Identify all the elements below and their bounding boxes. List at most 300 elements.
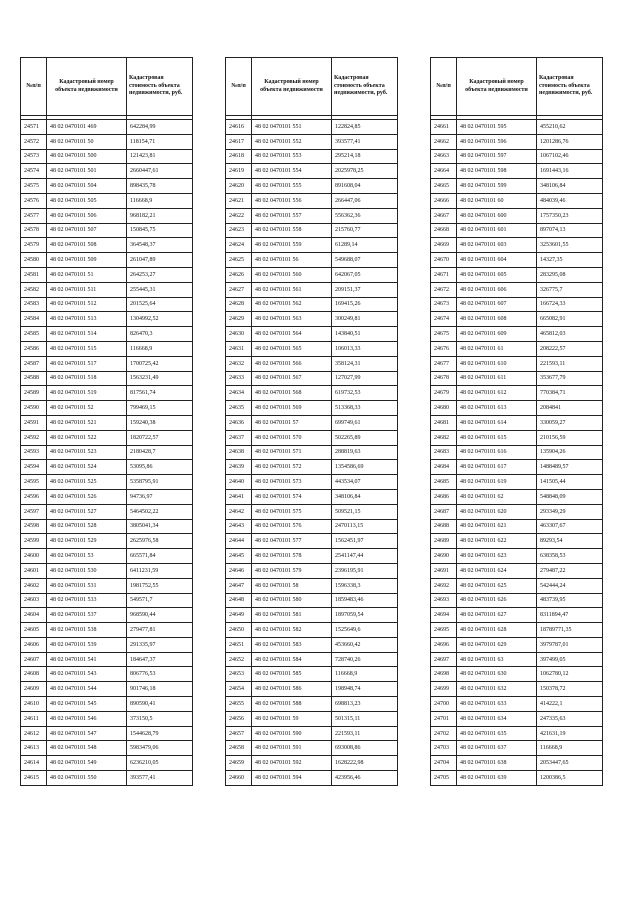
table-row — [226, 549, 398, 564]
row-number: 24593 — [21, 445, 47, 460]
row-number: 24642 — [226, 504, 252, 519]
cadastral-number: 48 02 0470101 598 — [457, 164, 537, 179]
cadastral-cost: 421631,19 — [537, 726, 603, 741]
cadastral-cost: 638358,53 — [537, 549, 603, 564]
row-number: 24595 — [21, 475, 47, 490]
cadastral-cost: 159240,38 — [127, 415, 193, 430]
table-row — [226, 208, 398, 223]
row-number: 24674 — [431, 312, 457, 327]
table-row — [226, 253, 398, 268]
row-number: 24675 — [431, 327, 457, 342]
table-row — [431, 238, 603, 253]
table-row — [226, 134, 398, 149]
row-number: 24686 — [431, 489, 457, 504]
cadastral-cost: 221593,11 — [332, 726, 398, 741]
table-row — [431, 563, 603, 578]
row-number: 24612 — [21, 726, 47, 741]
table-row — [226, 193, 398, 208]
table-row — [431, 741, 603, 756]
row-number: 24609 — [21, 682, 47, 697]
cadastral-cost: 121423,81 — [127, 149, 193, 164]
cadastral-number: 48 02 0470101 575 — [252, 504, 332, 519]
row-number: 24657 — [226, 726, 252, 741]
table-body — [21, 116, 193, 786]
row-number: 24619 — [226, 164, 252, 179]
table-row — [431, 711, 603, 726]
row-number: 24654 — [226, 682, 252, 697]
table-row — [21, 253, 193, 268]
table-header — [21, 58, 193, 116]
table-row — [226, 756, 398, 771]
table-row — [431, 386, 603, 401]
row-number: 24608 — [21, 667, 47, 682]
table-row — [21, 460, 193, 475]
table-row — [431, 578, 603, 593]
cadastral-number: 48 02 0470101 569 — [252, 401, 332, 416]
table-row — [21, 652, 193, 667]
cadastral-cost: 898435,78 — [127, 179, 193, 194]
cadastral-cost: 169415,26 — [332, 297, 398, 312]
cadastral-number: 48 02 0470101 605 — [457, 267, 537, 282]
cadastral-number: 48 02 0470101 512 — [47, 297, 127, 312]
cadastral-number: 48 02 0470101 582 — [252, 623, 332, 638]
table-row — [226, 223, 398, 238]
cadastral-number: 48 02 0470101 604 — [457, 253, 537, 268]
cadastral-number: 48 02 0470101 551 — [252, 120, 332, 135]
cadastral-cost: 2625976,58 — [127, 534, 193, 549]
cadastral-cost: 1062780,12 — [537, 667, 603, 682]
cadastral-number: 48 02 0470101 527 — [47, 504, 127, 519]
row-number: 24676 — [431, 341, 457, 356]
table-row — [226, 149, 398, 164]
cadastral-number: 48 02 0470101 514 — [47, 327, 127, 342]
cadastral-number: 48 02 0470101 620 — [457, 504, 537, 519]
cadastral-number: 48 02 0470101 572 — [252, 460, 332, 475]
header-num: №п/п — [21, 58, 47, 116]
row-number: 24698 — [431, 667, 457, 682]
row-number: 24680 — [431, 401, 457, 416]
row-number: 24615 — [21, 771, 47, 786]
table-row — [431, 756, 603, 771]
cadastral-number: 48 02 0470101 621 — [457, 519, 537, 534]
cadastral-cost: 300249,81 — [332, 312, 398, 327]
cadastral-cost: 826470,3 — [127, 327, 193, 342]
cadastral-number: 48 02 0470101 50 — [47, 134, 127, 149]
table-row — [21, 741, 193, 756]
row-number: 24660 — [226, 771, 252, 786]
table-row — [226, 120, 398, 135]
cadastral-cost: 549688,07 — [332, 253, 398, 268]
cadastral-number: 48 02 0470101 609 — [457, 327, 537, 342]
row-number: 24693 — [431, 593, 457, 608]
table-row — [226, 297, 398, 312]
cadastral-number: 48 02 0470101 574 — [252, 489, 332, 504]
table-row — [226, 356, 398, 371]
row-number: 24682 — [431, 430, 457, 445]
cadastral-cost: 116668,9 — [127, 341, 193, 356]
cadastral-cost: 18789771,35 — [537, 623, 603, 638]
table-row — [226, 282, 398, 297]
cadastral-number: 48 02 0470101 564 — [252, 327, 332, 342]
table-row — [431, 267, 603, 282]
table-row — [226, 652, 398, 667]
row-number: 24598 — [21, 519, 47, 534]
row-number: 24585 — [21, 327, 47, 342]
cadastral-cost: 61289,14 — [332, 238, 398, 253]
table-row — [226, 312, 398, 327]
row-number: 24586 — [21, 341, 47, 356]
cadastral-number: 48 02 0470101 553 — [252, 149, 332, 164]
cadastral-cost: 166724,33 — [537, 297, 603, 312]
row-number: 24652 — [226, 652, 252, 667]
cadastral-cost: 1700725,42 — [127, 356, 193, 371]
table-row — [431, 460, 603, 475]
table-row — [431, 149, 603, 164]
table-row — [21, 475, 193, 490]
cadastral-cost: 116668,9 — [127, 193, 193, 208]
row-number: 24684 — [431, 460, 457, 475]
row-number: 24704 — [431, 756, 457, 771]
row-number: 24667 — [431, 208, 457, 223]
cadastral-number: 48 02 0470101 616 — [457, 445, 537, 460]
table-row — [226, 726, 398, 741]
cadastral-cost: 513368,33 — [332, 401, 398, 416]
row-number: 24630 — [226, 327, 252, 342]
row-number: 24607 — [21, 652, 47, 667]
cadastral-number: 48 02 0470101 617 — [457, 460, 537, 475]
cadastral-cost: 364548,37 — [127, 238, 193, 253]
cadastral-cost: 143840,51 — [332, 327, 398, 342]
table-row — [226, 445, 398, 460]
row-number: 24627 — [226, 282, 252, 297]
table-row — [431, 771, 603, 786]
cadastral-cost: 141505,44 — [537, 475, 603, 490]
row-number: 24631 — [226, 341, 252, 356]
header-cadastral-number: Кадастровый номер объекта недвижимости — [457, 58, 537, 116]
row-number: 24699 — [431, 682, 457, 697]
row-number: 24671 — [431, 267, 457, 282]
row-number: 24661 — [431, 120, 457, 135]
table-row — [431, 534, 603, 549]
cadastral-cost: 279487,22 — [537, 563, 603, 578]
cadastral-table-3 — [430, 57, 603, 786]
cadastral-number: 48 02 0470101 541 — [47, 652, 127, 667]
cadastral-number: 48 02 0470101 566 — [252, 356, 332, 371]
row-number: 24664 — [431, 164, 457, 179]
table-row — [21, 489, 193, 504]
table-row — [21, 312, 193, 327]
cadastral-number: 48 02 0470101 614 — [457, 415, 537, 430]
cadastral-cost: 397499,05 — [537, 652, 603, 667]
row-number: 24700 — [431, 697, 457, 712]
cadastral-cost: 542444,24 — [537, 578, 603, 593]
row-number: 24702 — [431, 726, 457, 741]
header-cadastral-cost: Кадастровая стоимость объекта недвижимости, руб. — [127, 58, 193, 116]
cadastral-cost: 806776,53 — [127, 667, 193, 682]
table-row — [21, 341, 193, 356]
header-cadastral-cost: Кадастровая стоимость объекта недвижимости, руб. — [537, 58, 603, 116]
cadastral-number: 48 02 0470101 560 — [252, 267, 332, 282]
row-number: 24634 — [226, 386, 252, 401]
cadastral-cost: 5983479,06 — [127, 741, 193, 756]
cadastral-number: 48 02 0470101 547 — [47, 726, 127, 741]
cadastral-number: 48 02 0470101 573 — [252, 475, 332, 490]
cadastral-cost: 414222,1 — [537, 697, 603, 712]
table-row — [21, 164, 193, 179]
table-row — [226, 534, 398, 549]
cadastral-number: 48 02 0470101 638 — [457, 756, 537, 771]
row-number: 24583 — [21, 297, 47, 312]
cadastral-number: 48 02 0470101 544 — [47, 682, 127, 697]
cadastral-cost: 2084841 — [537, 401, 603, 416]
row-number: 24578 — [21, 223, 47, 238]
cadastral-number: 48 02 0470101 565 — [252, 341, 332, 356]
row-number: 24624 — [226, 238, 252, 253]
cadastral-number: 48 02 0470101 556 — [252, 193, 332, 208]
row-number: 24581 — [21, 267, 47, 282]
cadastral-number: 48 02 0470101 517 — [47, 356, 127, 371]
table-row — [226, 608, 398, 623]
table-row — [226, 771, 398, 786]
cadastral-cost: 1757350,23 — [537, 208, 603, 223]
cadastral-cost: 901746,18 — [127, 682, 193, 697]
cadastral-cost: 293349,29 — [537, 504, 603, 519]
cadastral-cost: 509521,15 — [332, 504, 398, 519]
table-row — [431, 445, 603, 460]
table-header — [226, 58, 398, 116]
cadastral-cost: 348106,84 — [332, 489, 398, 504]
cadastral-cost: 53095,86 — [127, 460, 193, 475]
cadastral-cost: 968590,44 — [127, 608, 193, 623]
row-number: 24662 — [431, 134, 457, 149]
cadastral-cost: 799469,15 — [127, 401, 193, 416]
cadastral-number: 48 02 0470101 596 — [457, 134, 537, 149]
cadastral-number: 48 02 0470101 639 — [457, 771, 537, 786]
cadastral-number: 48 02 0470101 626 — [457, 593, 537, 608]
cadastral-cost: 283295,08 — [537, 267, 603, 282]
table-row — [431, 164, 603, 179]
cadastral-cost: 5358795,91 — [127, 475, 193, 490]
row-number: 24669 — [431, 238, 457, 253]
row-number: 24573 — [21, 149, 47, 164]
row-number: 24656 — [226, 711, 252, 726]
cadastral-number: 48 02 0470101 627 — [457, 608, 537, 623]
cadastral-number: 48 02 0470101 613 — [457, 401, 537, 416]
table-row — [21, 519, 193, 534]
cadastral-cost: 3253601,55 — [537, 238, 603, 253]
cadastral-cost: 642284,99 — [127, 120, 193, 135]
row-number: 24574 — [21, 164, 47, 179]
cadastral-number: 48 02 0470101 584 — [252, 652, 332, 667]
row-number: 24687 — [431, 504, 457, 519]
cadastral-number: 48 02 0470101 595 — [457, 120, 537, 135]
cadastral-cost: 2396195,91 — [332, 563, 398, 578]
table-row — [431, 193, 603, 208]
row-number: 24705 — [431, 771, 457, 786]
cadastral-cost: 2470113,15 — [332, 519, 398, 534]
cadastral-number: 48 02 0470101 633 — [457, 697, 537, 712]
table-row — [226, 578, 398, 593]
row-number: 24621 — [226, 193, 252, 208]
cadastral-number: 48 02 0470101 580 — [252, 593, 332, 608]
cadastral-cost: 215760,77 — [332, 223, 398, 238]
row-number: 24582 — [21, 282, 47, 297]
table-row — [226, 179, 398, 194]
cadastral-cost: 264253,27 — [127, 267, 193, 282]
table-row — [21, 267, 193, 282]
cadastral-number: 48 02 0470101 52 — [47, 401, 127, 416]
table-row — [431, 682, 603, 697]
cadastral-cost: 279477,81 — [127, 623, 193, 638]
cadastral-number: 48 02 0470101 53 — [47, 549, 127, 564]
cadastral-cost: 393577,41 — [127, 771, 193, 786]
table-row — [21, 771, 193, 786]
table-row — [21, 238, 193, 253]
row-number: 24635 — [226, 401, 252, 416]
table-row — [21, 371, 193, 386]
cadastral-number: 48 02 0470101 585 — [252, 667, 332, 682]
row-number: 24663 — [431, 149, 457, 164]
cadastral-cost: 501315,11 — [332, 711, 398, 726]
cadastral-cost: 548848,09 — [537, 489, 603, 504]
cadastral-cost: 619732,53 — [332, 386, 398, 401]
table-row — [431, 223, 603, 238]
table-row — [431, 652, 603, 667]
row-number: 24659 — [226, 756, 252, 771]
cadastral-cost: 14327,35 — [537, 253, 603, 268]
table-row — [21, 637, 193, 652]
cadastral-number: 48 02 0470101 529 — [47, 534, 127, 549]
row-number: 24576 — [21, 193, 47, 208]
cadastral-number: 48 02 0470101 509 — [47, 253, 127, 268]
row-number: 24646 — [226, 563, 252, 578]
table-row — [21, 134, 193, 149]
table-row — [21, 282, 193, 297]
cadastral-number: 48 02 0470101 63 — [457, 652, 537, 667]
row-number: 24599 — [21, 534, 47, 549]
row-number: 24579 — [21, 238, 47, 253]
cadastral-cost: 698813,23 — [332, 697, 398, 712]
cadastral-number: 48 02 0470101 606 — [457, 282, 537, 297]
header-num: №п/п — [226, 58, 252, 116]
cadastral-cost: 8311894,47 — [537, 608, 603, 623]
table-row — [21, 297, 193, 312]
table-row — [226, 164, 398, 179]
cadastral-cost: 897074,13 — [537, 223, 603, 238]
cadastral-cost: 1859483,46 — [332, 593, 398, 608]
cadastral-number: 48 02 0470101 57 — [252, 415, 332, 430]
cadastral-number: 48 02 0470101 634 — [457, 711, 537, 726]
cadastral-cost: 295214,18 — [332, 149, 398, 164]
cadastral-cost: 1596338,3 — [332, 578, 398, 593]
cadastral-cost: 106013,33 — [332, 341, 398, 356]
cadastral-number: 48 02 0470101 546 — [47, 711, 127, 726]
cadastral-cost: 463307,67 — [537, 519, 603, 534]
cadastral-number: 48 02 0470101 579 — [252, 563, 332, 578]
cadastral-number: 48 02 0470101 59 — [252, 711, 332, 726]
table-row — [431, 475, 603, 490]
table-row — [226, 401, 398, 416]
cadastral-number: 48 02 0470101 505 — [47, 193, 127, 208]
table-row — [226, 430, 398, 445]
cadastral-number: 48 02 0470101 568 — [252, 386, 332, 401]
row-number: 24623 — [226, 223, 252, 238]
cadastral-number: 48 02 0470101 61 — [457, 341, 537, 356]
cadastral-number: 48 02 0470101 610 — [457, 356, 537, 371]
row-number: 24644 — [226, 534, 252, 549]
row-number: 24605 — [21, 623, 47, 638]
cadastral-cost: 665571,84 — [127, 549, 193, 564]
cadastral-cost: 353677,79 — [537, 371, 603, 386]
cadastral-number: 48 02 0470101 625 — [457, 578, 537, 593]
table-row — [21, 415, 193, 430]
table-row — [21, 578, 193, 593]
row-number: 24645 — [226, 549, 252, 564]
cadastral-number: 48 02 0470101 537 — [47, 608, 127, 623]
cadastral-table-2 — [225, 57, 398, 786]
row-number: 24696 — [431, 637, 457, 652]
table-row — [226, 682, 398, 697]
table-row — [431, 593, 603, 608]
cadastral-number: 48 02 0470101 603 — [457, 238, 537, 253]
cadastral-cost: 549571,7 — [127, 593, 193, 608]
table-row — [21, 623, 193, 638]
cadastral-number: 48 02 0470101 629 — [457, 637, 537, 652]
row-number: 24604 — [21, 608, 47, 623]
cadastral-cost: 393577,41 — [332, 134, 398, 149]
row-number: 24678 — [431, 371, 457, 386]
row-number: 24572 — [21, 134, 47, 149]
row-number: 24625 — [226, 253, 252, 268]
header-cadastral-number: Кадастровый номер объекта недвижимости — [47, 58, 127, 116]
cadastral-number: 48 02 0470101 60 — [457, 193, 537, 208]
cadastral-number: 48 02 0470101 601 — [457, 223, 537, 238]
table-row — [431, 697, 603, 712]
cadastral-cost: 330059,27 — [537, 415, 603, 430]
row-number: 24639 — [226, 460, 252, 475]
cadastral-number: 48 02 0470101 533 — [47, 593, 127, 608]
table-row — [431, 356, 603, 371]
table-row — [21, 756, 193, 771]
row-number: 24681 — [431, 415, 457, 430]
table-row — [431, 312, 603, 327]
row-number: 24692 — [431, 578, 457, 593]
table-row — [431, 623, 603, 638]
table-row — [431, 208, 603, 223]
table-row — [21, 120, 193, 135]
row-number: 24670 — [431, 253, 457, 268]
row-number: 24600 — [21, 549, 47, 564]
table-row — [21, 193, 193, 208]
table-row — [226, 371, 398, 386]
row-number: 24601 — [21, 563, 47, 578]
cadastral-number: 48 02 0470101 562 — [252, 297, 332, 312]
table-row — [431, 401, 603, 416]
row-number: 24591 — [21, 415, 47, 430]
row-number: 24613 — [21, 741, 47, 756]
cadastral-number: 48 02 0470101 583 — [252, 637, 332, 652]
header-num: №п/п — [431, 58, 457, 116]
cadastral-number: 48 02 0470101 469 — [47, 120, 127, 135]
cadastral-cost: 556362,36 — [332, 208, 398, 223]
row-number: 24592 — [21, 430, 47, 445]
table-row — [226, 341, 398, 356]
table-row — [431, 327, 603, 342]
cadastral-cost: 728740,26 — [332, 652, 398, 667]
row-number: 24703 — [431, 741, 457, 756]
table-row — [21, 356, 193, 371]
cadastral-cost: 484039,46 — [537, 193, 603, 208]
